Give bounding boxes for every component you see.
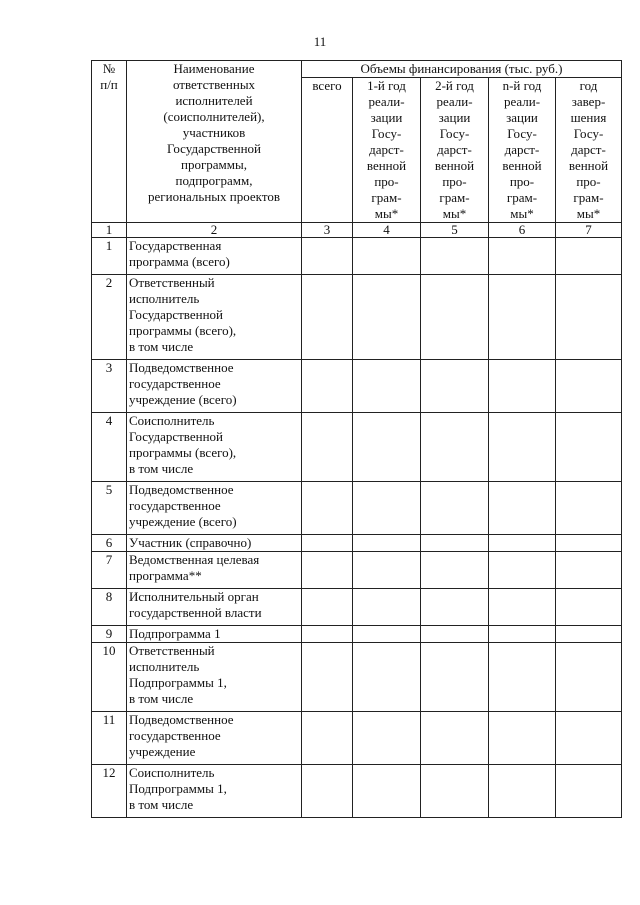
year-1-header (353, 78, 421, 223)
value-cell (421, 482, 489, 535)
cell-line: государственное (129, 376, 221, 391)
row-name (127, 360, 302, 413)
cell-line: Ответственный (129, 643, 215, 658)
cell-line: зации (370, 110, 403, 125)
value-cell (556, 535, 622, 552)
table-row (92, 643, 622, 712)
row-name (127, 765, 302, 818)
header-row-1 (92, 61, 622, 78)
cell-line: программа (всего) (129, 254, 230, 269)
value-cell (302, 238, 353, 275)
row-name (127, 552, 302, 589)
year-n-header (489, 78, 556, 223)
value-cell (489, 238, 556, 275)
cell-line: программы (всего), (129, 445, 237, 460)
cell-line: государственной власти (129, 605, 262, 620)
row-number: 6 (92, 535, 127, 552)
value-cell (302, 275, 353, 360)
cell-line: учреждение (всего) (129, 392, 237, 407)
value-cell (353, 360, 421, 413)
value-cell (556, 765, 622, 818)
row-name (127, 482, 302, 535)
cell-line: в том числе (129, 461, 194, 476)
cell-line: программы, (181, 157, 247, 172)
value-cell (489, 413, 556, 482)
cell-line: исполнителей (175, 93, 253, 108)
cell-line: Государственной (129, 429, 224, 444)
value-cell (302, 535, 353, 552)
value-cell (489, 552, 556, 589)
value-cell (556, 712, 622, 765)
cell-line: мы* (374, 206, 399, 221)
row-name (127, 589, 302, 626)
value-cell (489, 643, 556, 712)
value-cell (421, 643, 489, 712)
row-name (127, 712, 302, 765)
cell-line: дарст- (571, 142, 606, 157)
cell-line: п/п (100, 77, 118, 92)
table-row (92, 712, 622, 765)
cell-line: n-й год (502, 78, 542, 93)
table-row (92, 238, 622, 275)
value-cell (353, 482, 421, 535)
value-cell (302, 482, 353, 535)
cell-line: грам- (371, 190, 402, 205)
value-cell (556, 275, 622, 360)
cell-line: государственное (129, 498, 221, 513)
cell-line: зации (438, 110, 471, 125)
total-header (302, 78, 353, 223)
cell-line: Исполнительный орган (129, 589, 259, 604)
cell-line: (соисполнителей), (163, 109, 265, 124)
value-cell (353, 238, 421, 275)
cell-line: про- (442, 174, 467, 189)
cell-line: 1-й год (367, 78, 406, 93)
cell-line: в том числе (129, 691, 194, 706)
cell-line: грам- (506, 190, 538, 205)
cell-line: шения (570, 110, 607, 125)
value-cell (556, 626, 622, 643)
value-cell (421, 535, 489, 552)
value-cell (556, 589, 622, 626)
value-cell (489, 482, 556, 535)
cell-line: Подпрограммы 1, (129, 781, 227, 796)
value-cell (353, 712, 421, 765)
value-cell (302, 360, 353, 413)
value-cell (489, 360, 556, 413)
cell-line: мы* (576, 206, 601, 221)
cell-line: учреждение (всего) (129, 514, 237, 529)
table-row (92, 482, 622, 535)
value-cell (556, 413, 622, 482)
cell-line: Госу- (507, 126, 537, 141)
financing-header: Объемы финансирования (тыс. руб.) (302, 61, 622, 78)
value-cell (302, 413, 353, 482)
cell-line: № (102, 61, 116, 76)
cell-line: всего (312, 78, 342, 93)
column-index-cell: 1 (92, 223, 127, 238)
cell-line: исполнитель (129, 659, 200, 674)
value-cell (353, 552, 421, 589)
row-name (127, 643, 302, 712)
cell-line: реали- (503, 94, 541, 109)
cell-line: Подведомственное (129, 712, 234, 727)
cell-line: Госу- (573, 126, 604, 141)
cell-line: учреждение (129, 744, 196, 759)
value-cell (353, 535, 421, 552)
row-number: 9 (92, 626, 127, 643)
value-cell (556, 482, 622, 535)
cell-line: региональных проектов (148, 189, 280, 204)
value-cell (489, 275, 556, 360)
value-cell (421, 712, 489, 765)
cell-line: в том числе (129, 797, 194, 812)
column-index-cell: 3 (302, 223, 353, 238)
cell-line: дарст- (369, 142, 404, 157)
value-cell (489, 535, 556, 552)
cell-line: мы* (442, 206, 467, 221)
table-row (92, 413, 622, 482)
value-cell (489, 765, 556, 818)
cell-line: Государственная (129, 238, 222, 253)
value-cell (302, 626, 353, 643)
column-index-cell: 5 (421, 223, 489, 238)
table-row (92, 275, 622, 360)
cell-line: год (579, 78, 598, 93)
row-name (127, 275, 302, 360)
table-row (92, 626, 622, 643)
column-index-cell: 4 (353, 223, 421, 238)
cell-line: участников (182, 125, 246, 140)
column-index-cell: 7 (556, 223, 622, 238)
cell-line: Подведомственное (129, 482, 234, 497)
value-cell (353, 626, 421, 643)
cell-line: программа** (129, 568, 202, 583)
cell-line: грам- (573, 190, 604, 205)
value-cell (421, 413, 489, 482)
value-cell (421, 275, 489, 360)
value-cell (489, 626, 556, 643)
cell-line: зации (506, 110, 538, 125)
row-number: 4 (92, 413, 127, 482)
cell-line: завер- (571, 94, 606, 109)
final-year-header (556, 78, 622, 223)
cell-line: Участник (справочно) (129, 535, 252, 550)
cell-line: Подпрограмма 1 (129, 626, 221, 641)
value-cell (556, 643, 622, 712)
row-number: 3 (92, 360, 127, 413)
cell-line: подпрограмм, (175, 173, 253, 188)
cell-line: Госу- (439, 126, 470, 141)
value-cell (421, 765, 489, 818)
value-cell (302, 712, 353, 765)
value-cell (421, 626, 489, 643)
table-row (92, 589, 622, 626)
value-cell (489, 712, 556, 765)
num-header (92, 61, 127, 223)
cell-line: про- (374, 174, 399, 189)
value-cell (421, 589, 489, 626)
value-cell (353, 275, 421, 360)
cell-line: 2-й год (435, 78, 474, 93)
cell-line: Государственной (129, 307, 224, 322)
value-cell (302, 643, 353, 712)
cell-line: Государственной (166, 141, 261, 156)
value-cell (353, 413, 421, 482)
cell-line: реали- (368, 94, 405, 109)
year-2-header (421, 78, 489, 223)
row-number: 1 (92, 238, 127, 275)
column-index-row (92, 223, 622, 238)
cell-line: Ведомственная целевая (129, 552, 260, 567)
row-number: 7 (92, 552, 127, 589)
row-number: 12 (92, 765, 127, 818)
cell-line: дарст- (437, 142, 472, 157)
table-row (92, 360, 622, 413)
cell-line: Подведомственное (129, 360, 234, 375)
table-body (92, 238, 622, 818)
row-number: 10 (92, 643, 127, 712)
cell-line: венной (568, 158, 609, 173)
cell-line: ответственных (172, 77, 256, 92)
cell-line: Ответственный (129, 275, 215, 290)
cell-line: Подпрограммы 1, (129, 675, 227, 690)
value-cell (556, 238, 622, 275)
value-cell (353, 589, 421, 626)
value-cell (421, 360, 489, 413)
page-number: 11 (313, 34, 327, 49)
cell-line: Соисполнитель (129, 765, 215, 780)
row-name (127, 413, 302, 482)
cell-line: программы (всего), (129, 323, 237, 338)
column-index-cell: 6 (489, 223, 556, 238)
cell-line: мы* (510, 206, 534, 221)
cell-line: в том числе (129, 339, 194, 354)
cell-line: венной (434, 158, 475, 173)
cell-line: венной (502, 158, 542, 173)
column-index-cell: 2 (127, 223, 302, 238)
value-cell (302, 765, 353, 818)
cell-line: Наименование (173, 61, 255, 76)
row-number: 5 (92, 482, 127, 535)
row-name (127, 238, 302, 275)
row-number: 8 (92, 589, 127, 626)
table-row (92, 765, 622, 818)
cell-line: про- (576, 174, 601, 189)
cell-line: исполнитель (129, 291, 200, 306)
cell-line: венной (366, 158, 407, 173)
financing-table (91, 60, 622, 818)
table-row (92, 552, 622, 589)
cell-line: государственное (129, 728, 221, 743)
cell-line: грам- (439, 190, 470, 205)
cell-line: реали- (436, 94, 473, 109)
cell-line: про- (509, 174, 535, 189)
cell-line: Соисполнитель (129, 413, 215, 428)
cell-line: Госу- (371, 126, 402, 141)
row-name (127, 535, 302, 552)
value-cell (302, 589, 353, 626)
value-cell (353, 643, 421, 712)
value-cell (302, 552, 353, 589)
value-cell (556, 552, 622, 589)
cell-line: дарст- (504, 142, 540, 157)
table-row (92, 535, 622, 552)
name-header (127, 61, 302, 223)
value-cell (353, 765, 421, 818)
row-number: 2 (92, 275, 127, 360)
value-cell (421, 238, 489, 275)
value-cell (556, 360, 622, 413)
value-cell (489, 589, 556, 626)
value-cell (421, 552, 489, 589)
row-name (127, 626, 302, 643)
row-number: 11 (92, 712, 127, 765)
